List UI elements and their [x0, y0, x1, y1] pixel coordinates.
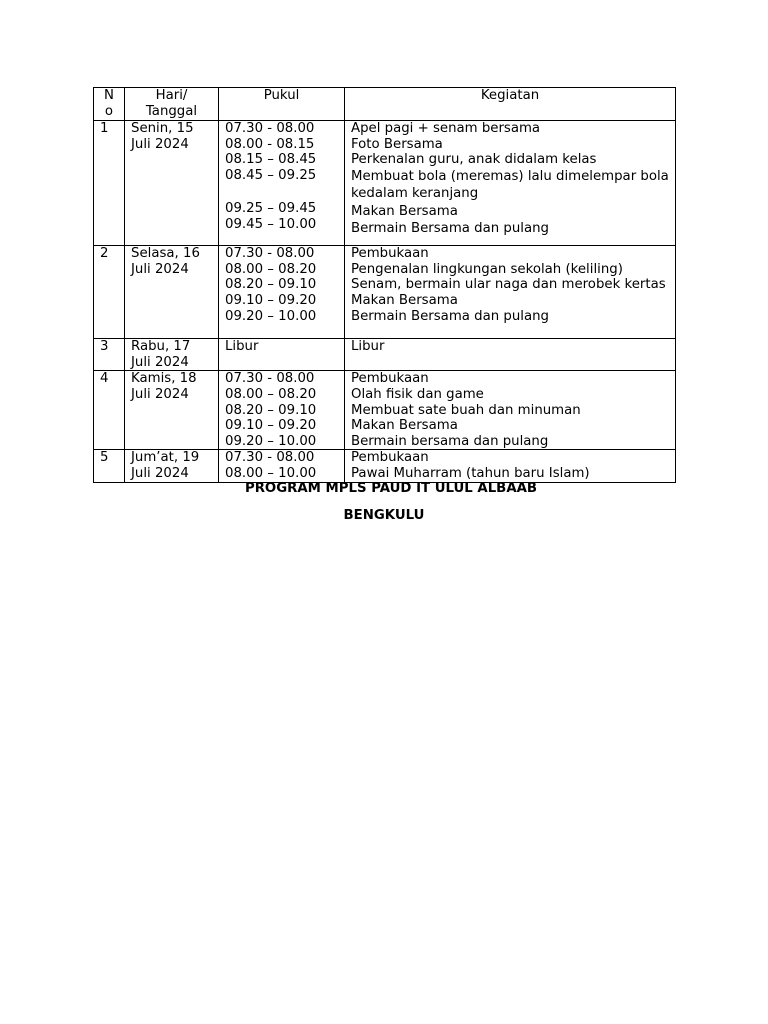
- row-no: 1: [94, 121, 125, 246]
- time-cell: 08.45 – 09.25: [225, 167, 317, 183]
- activity-cell: Pembukaan: [351, 450, 429, 466]
- time-cell: 08.00 – 08.20: [225, 386, 317, 402]
- header-day: Hari/ Tanggal: [125, 88, 219, 121]
- row-day: Selasa, 16 Juli 2024: [125, 246, 219, 339]
- header-activity: Kegiatan: [345, 88, 676, 121]
- activity-cell: Makan Bersama: [351, 418, 458, 434]
- time-cell: 07.30 - 08.00: [225, 450, 315, 466]
- time-cell: 08.20 – 09.10: [225, 402, 317, 418]
- time-cell: 09.20 – 10.00: [225, 308, 317, 324]
- table-row: [94, 339, 676, 371]
- activity-cell: Bermain bersama dan pulang: [351, 433, 549, 449]
- row-times: [219, 450, 345, 482]
- time-cell: 07.30 - 08.00: [225, 371, 315, 387]
- time-cell: 09.10 – 09.20: [225, 292, 317, 308]
- time-cell: 09.10 – 09.20: [225, 418, 317, 434]
- row-times: [219, 339, 345, 371]
- row-activities: [345, 450, 676, 482]
- row-activities: [345, 339, 676, 371]
- document-title: PROGRAM MPLS PAUD IT ULUL ALBAAB: [244, 481, 538, 496]
- activity-cell: Foto Bersama: [351, 136, 443, 152]
- time-cell: 08.20 – 09.10: [225, 277, 317, 293]
- row-times: [219, 371, 345, 450]
- schedule-table: [93, 87, 676, 483]
- header-no: N o: [94, 88, 125, 121]
- row-day: Rabu, 17 Juli 2024: [125, 339, 219, 371]
- row-activities: [345, 246, 676, 339]
- row-day: Senin, 15 Juli 2024: [125, 121, 219, 246]
- activity-cell: Apel pagi + senam bersama: [351, 121, 541, 137]
- row-times: [219, 121, 345, 246]
- header-time: Pukul: [219, 88, 345, 121]
- time-cell: 08.00 – 10.00: [225, 465, 317, 481]
- activity-cell: Makan Bersama: [351, 292, 458, 308]
- row-no: 5: [94, 450, 125, 482]
- time-cell: 09.45 – 10.00: [225, 216, 317, 232]
- table-header-row: [94, 88, 676, 121]
- table-row: [94, 371, 676, 450]
- time-cell: 08.15 – 08.45: [225, 152, 317, 168]
- activity-cell: Membuat bola (meremas) lalu dimelempar bola kedalam keranjang: [351, 168, 669, 201]
- activity-cell: Perkenalan guru, anak didalam kelas: [351, 152, 597, 168]
- activity-cell: Senam, bermain ular naga dan merobek kertas: [351, 277, 666, 293]
- activity-cell: Membuat sate buah dan minuman: [351, 402, 581, 418]
- row-activities: [345, 121, 676, 246]
- time-cell: 08.00 – 08.20: [225, 261, 317, 277]
- activity-cell: Makan Bersama: [351, 203, 458, 219]
- row-no: 3: [94, 339, 125, 371]
- row-activities: [345, 371, 676, 450]
- time-cell: 09.20 – 10.00: [225, 433, 317, 449]
- activity-cell: Bermain Bersama dan pulang: [351, 308, 549, 324]
- time-cell: Libur: [225, 339, 259, 355]
- row-no: 4: [94, 371, 125, 450]
- table-row: [94, 121, 676, 246]
- activity-cell: Pengenalan lingkungan sekolah (keliling): [351, 261, 623, 277]
- activity-cell: Pembukaan: [351, 246, 429, 262]
- activity-cell: Pawai Muharram (tahun baru Islam): [351, 465, 590, 481]
- activity-cell: Bermain Bersama dan pulang: [351, 220, 549, 236]
- table-row: [94, 246, 676, 339]
- activity-cell: Libur: [351, 339, 385, 355]
- row-day: Kamis, 18 Juli 2024: [125, 371, 219, 450]
- row-no: 2: [94, 246, 125, 339]
- time-cell: 09.25 – 09.45: [225, 201, 317, 217]
- time-cell: 07.30 - 08.00: [225, 246, 315, 262]
- row-day: Jum’at, 19 Juli 2024: [125, 450, 219, 482]
- activity-cell: Olah fisik dan game: [351, 386, 484, 402]
- time-cell: 07.30 - 08.00: [225, 121, 315, 137]
- row-times: [219, 246, 345, 339]
- activity-cell: Pembukaan: [351, 371, 429, 387]
- table-row: [94, 450, 676, 482]
- document-subtitle: BENGKULU: [343, 508, 425, 523]
- time-cell: 08.00 - 08.15: [225, 136, 315, 152]
